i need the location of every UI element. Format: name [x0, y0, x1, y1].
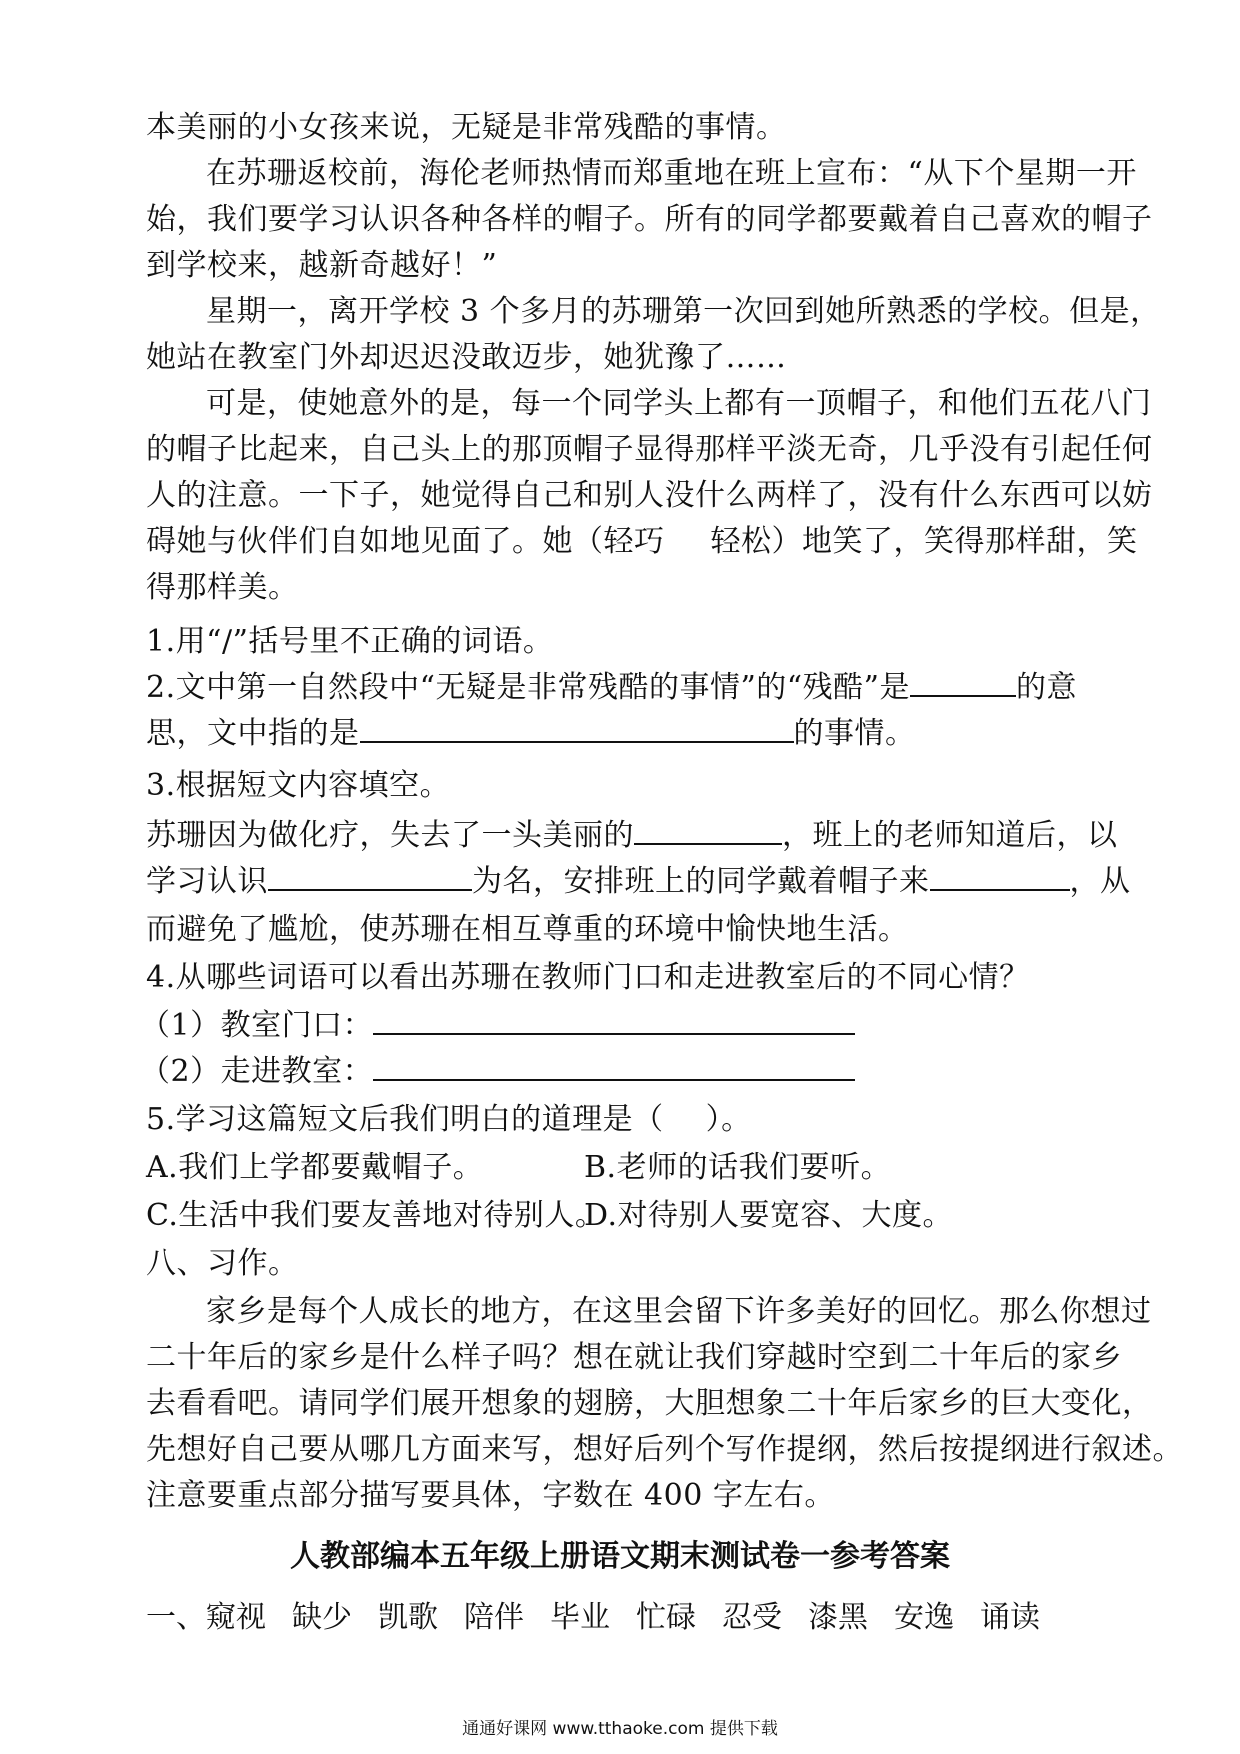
option-b: B.老师的话我们要听。: [584, 1150, 892, 1185]
question-text: 苏珊因为做化疗，失去了一头美丽的: [146, 818, 634, 853]
page-footer: 通通好课网 www.tthaoke.com 提供下载: [462, 1719, 778, 1739]
answer-word: 忍受: [722, 1600, 782, 1635]
question-2-cont: [146, 714, 916, 754]
question-text: ，班上的老师知道后，以: [782, 818, 1118, 853]
answer-word: 缺少: [292, 1600, 352, 1635]
question-text: 思，文中指的是: [146, 716, 360, 751]
passage-line: [146, 522, 1138, 562]
question-4-item: [140, 1006, 855, 1046]
passage-line: 本美丽的小女孩来说，无疑是非常残酷的事情。: [146, 110, 787, 145]
question-4-item: [140, 1052, 855, 1092]
question-3-line: [146, 862, 1131, 902]
question-text: ）。: [705, 1102, 752, 1137]
question-text: 2.文中第一自然段中“无疑是非常残酷的事情”的“残酷”是: [146, 670, 910, 705]
answer-blank[interactable]: [634, 817, 782, 845]
question-text: 的事情。: [793, 716, 916, 751]
answer-blank[interactable]: [373, 1007, 855, 1035]
answer-blank[interactable]: [360, 715, 794, 743]
option-c: C.生活中我们要友善地对待别人。: [146, 1198, 606, 1233]
answer-word: 忙碌: [636, 1600, 696, 1635]
question-text: 5.学习这篇短文后我们明白的道理是（: [146, 1102, 664, 1137]
passage-line: 始，我们要学习认识各种各样的帽子。所有的同学都要戴着自己喜欢的帽子: [146, 202, 1153, 237]
passage-line: 人的注意。一下子，她觉得自己和别人没什么两样了，没有什么东西可以妨: [146, 478, 1153, 513]
answer-key-words: [146, 1598, 1066, 1638]
essay-line: 先想好自己要从哪几方面来写，想好后列个写作提纲，然后按提纲进行叙述。: [146, 1432, 1183, 1467]
answer-prefix: 一、: [146, 1600, 206, 1635]
passage-line: 的帽子比起来，自己头上的那顶帽子显得那样平淡无奇，几乎没有引起任何: [146, 432, 1153, 467]
question-3-line: [146, 816, 1118, 856]
answer-word: 陪伴: [464, 1600, 524, 1635]
passage-line: 到学校来，越新奇越好！”: [146, 248, 498, 283]
passage-text: 碍她与伙伴们自如地见面了。她（轻巧: [146, 524, 665, 559]
answer-blank[interactable]: [373, 1053, 855, 1081]
answer-word: 诵读: [980, 1600, 1040, 1635]
question-text: 学习认识: [146, 864, 268, 899]
passage-line: 在苏珊返校前，海伦老师热情而郑重地在班上宣布：“从下个星期一开: [206, 156, 1137, 191]
passage-text: 轻松）地笑了，笑得那样甜，笑: [710, 524, 1138, 559]
answer-word: 漆黑: [808, 1600, 868, 1635]
answer-word: 毕业: [550, 1600, 610, 1635]
option-a: A.我们上学都要戴帽子。: [146, 1150, 484, 1185]
passage-line: 她站在教室门外却迟迟没敢迈步，她犹豫了……: [146, 340, 787, 375]
essay-line: 注意要重点部分描写要具体，字数在 400 字左右。: [146, 1478, 835, 1513]
question-2: [146, 668, 1077, 708]
answer-blank[interactable]: [268, 863, 472, 891]
answer-word: 安逸: [894, 1600, 954, 1635]
question-3-line: 而避免了尴尬，使苏珊在相互尊重的环境中愉快地生活。: [146, 912, 909, 947]
answer-key-title: 人教部编本五年级上册语文期末测试卷一参考答案: [290, 1539, 950, 1574]
passage-line: 可是，使她意外的是，每一个同学头上都有一顶帽子，和他们五花八门: [206, 386, 1152, 421]
essay-line: 去看看吧。请同学们展开想象的翅膀，大胆想象二十年后家乡的巨大变化，: [146, 1386, 1153, 1421]
question-text: （1）教室门口：: [140, 1008, 374, 1043]
question-1: 1.用“/”括号里不正确的词语。: [146, 624, 554, 659]
question-text: ，从: [1069, 864, 1131, 899]
answer-word: 窥视: [206, 1600, 266, 1635]
answer-blank[interactable]: [930, 863, 1070, 891]
essay-line: 二十年后的家乡是什么样子吗？想在就让我们穿越时空到二十年后的家乡: [146, 1340, 1122, 1375]
question-5: [146, 1100, 752, 1140]
question-4: 4.从哪些词语可以看出苏珊在教师门口和走进教室后的不同心情？: [146, 960, 1030, 995]
essay-line: 家乡是每个人成长的地方，在这里会留下许多美好的回忆。那么你想过: [206, 1294, 1152, 1329]
question-text: （2）走进教室：: [140, 1054, 374, 1089]
question-3: 3.根据短文内容填空。: [146, 768, 451, 803]
option-d: D.对待别人要宽容、大度。: [584, 1198, 954, 1233]
question-text: 为名，安排班上的同学戴着帽子来: [472, 864, 930, 899]
passage-line: 得那样美。: [146, 570, 299, 605]
passage-line: 星期一，离开学校 3 个多月的苏珊第一次回到她所熟悉的学校。但是，: [206, 294, 1161, 329]
essay-heading: 八、习作。: [146, 1246, 299, 1281]
answer-word: 凯歌: [378, 1600, 438, 1635]
answer-blank[interactable]: [910, 669, 1016, 697]
question-text: 的意: [1015, 670, 1077, 705]
